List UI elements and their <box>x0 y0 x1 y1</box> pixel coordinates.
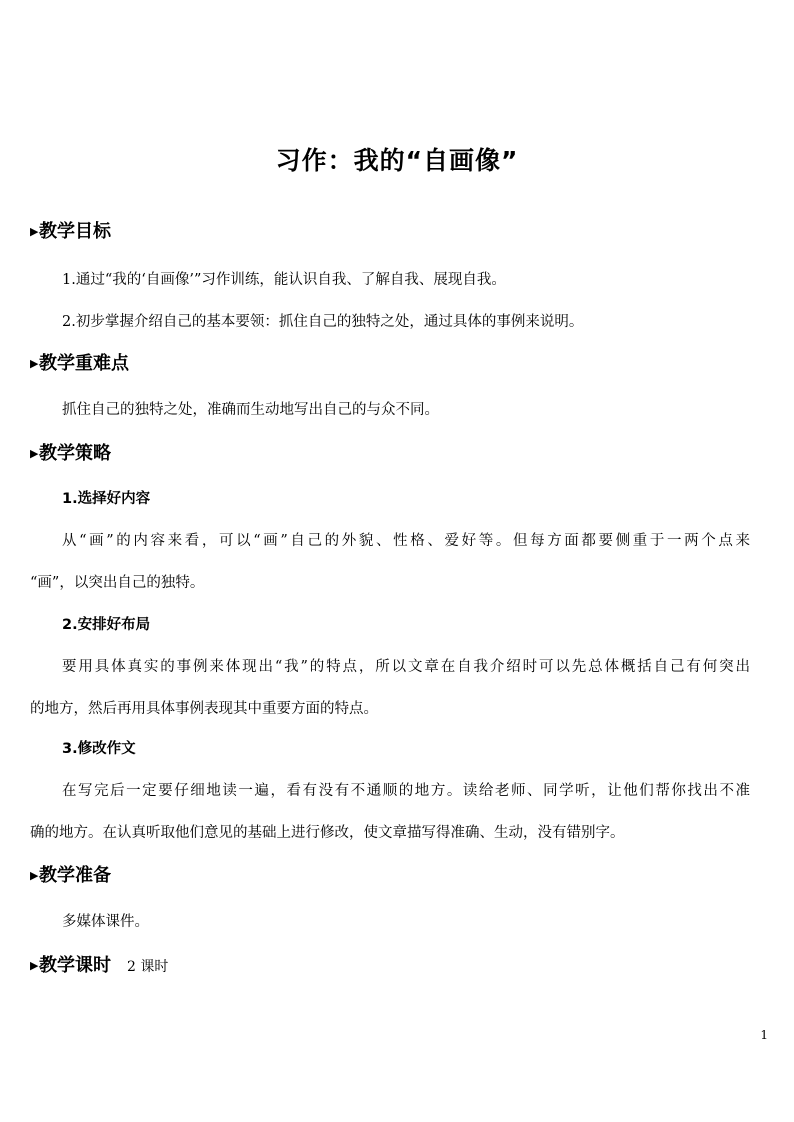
section-heading-preparation <box>30 862 111 890</box>
strategy-subheading: 2.安排好布局 <box>62 617 151 633</box>
strategy-paragraph-line: 从“画”的内容来看，可以“画”自己的外貌、性格、爱好等。但每方面都要侧重于一两个点来 <box>62 533 750 549</box>
section-heading-label: 教学策略 <box>39 443 111 464</box>
document-title: 习作：我的“自画像” <box>275 146 519 175</box>
strategy-paragraph-line: 确的地方。在认真听取他们意见的基础上进行修改，使文章描写得准确、生动，没有错别字。 <box>30 825 625 841</box>
preparation-text: 多媒体课件。 <box>62 914 149 930</box>
triangle-bullet-icon: ▶ <box>30 869 39 882</box>
periods-value: 2 课时 <box>127 959 169 975</box>
section-heading-label: 教学课时 <box>39 955 111 976</box>
objective-item: 2.初步掌握介绍自己的基本要领：抓住自己的独特之处，通过具体的事例来说明。 <box>62 314 584 330</box>
page-number: 1 <box>760 1028 768 1042</box>
strategy-paragraph-line: 要用具体真实的事例来体现出“我”的特点，所以文章在自我介绍时可以先总体概括自己有何突出 <box>62 659 750 675</box>
strategy-subheading: 3.修改作文 <box>62 741 136 757</box>
triangle-bullet-icon: ▶ <box>30 357 39 370</box>
section-heading-label: 教学准备 <box>39 865 111 886</box>
section-heading-label: 教学目标 <box>39 221 111 242</box>
section-heading-key-points <box>30 350 129 378</box>
section-heading-strategy <box>30 440 111 468</box>
strategy-paragraph-line: 的地方，然后再用具体事例表现其中重要方面的特点。 <box>30 701 378 717</box>
section-heading-objectives <box>30 218 111 246</box>
objective-item: 1.通过“我的‘自画像’”习作训练，能认识自我、了解自我、展现自我。 <box>62 272 506 288</box>
triangle-bullet-icon: ▶ <box>30 959 39 972</box>
section-heading-label: 教学重难点 <box>39 353 129 374</box>
section-heading-periods <box>30 952 168 981</box>
strategy-paragraph-line: “画”，以突出自己的独特。 <box>30 575 205 591</box>
key-points-text: 抓住自己的独特之处，准确而生动地写出自己的与众不同。 <box>62 402 439 418</box>
strategy-paragraph-line: 在写完后一定要仔细地读一遍，看有没有不通顺的地方。读给老师、同学听，让他们帮你找出不准 <box>62 783 750 799</box>
strategy-subheading: 1.选择好内容 <box>62 491 151 507</box>
triangle-bullet-icon: ▶ <box>30 447 39 460</box>
triangle-bullet-icon: ▶ <box>30 225 39 238</box>
